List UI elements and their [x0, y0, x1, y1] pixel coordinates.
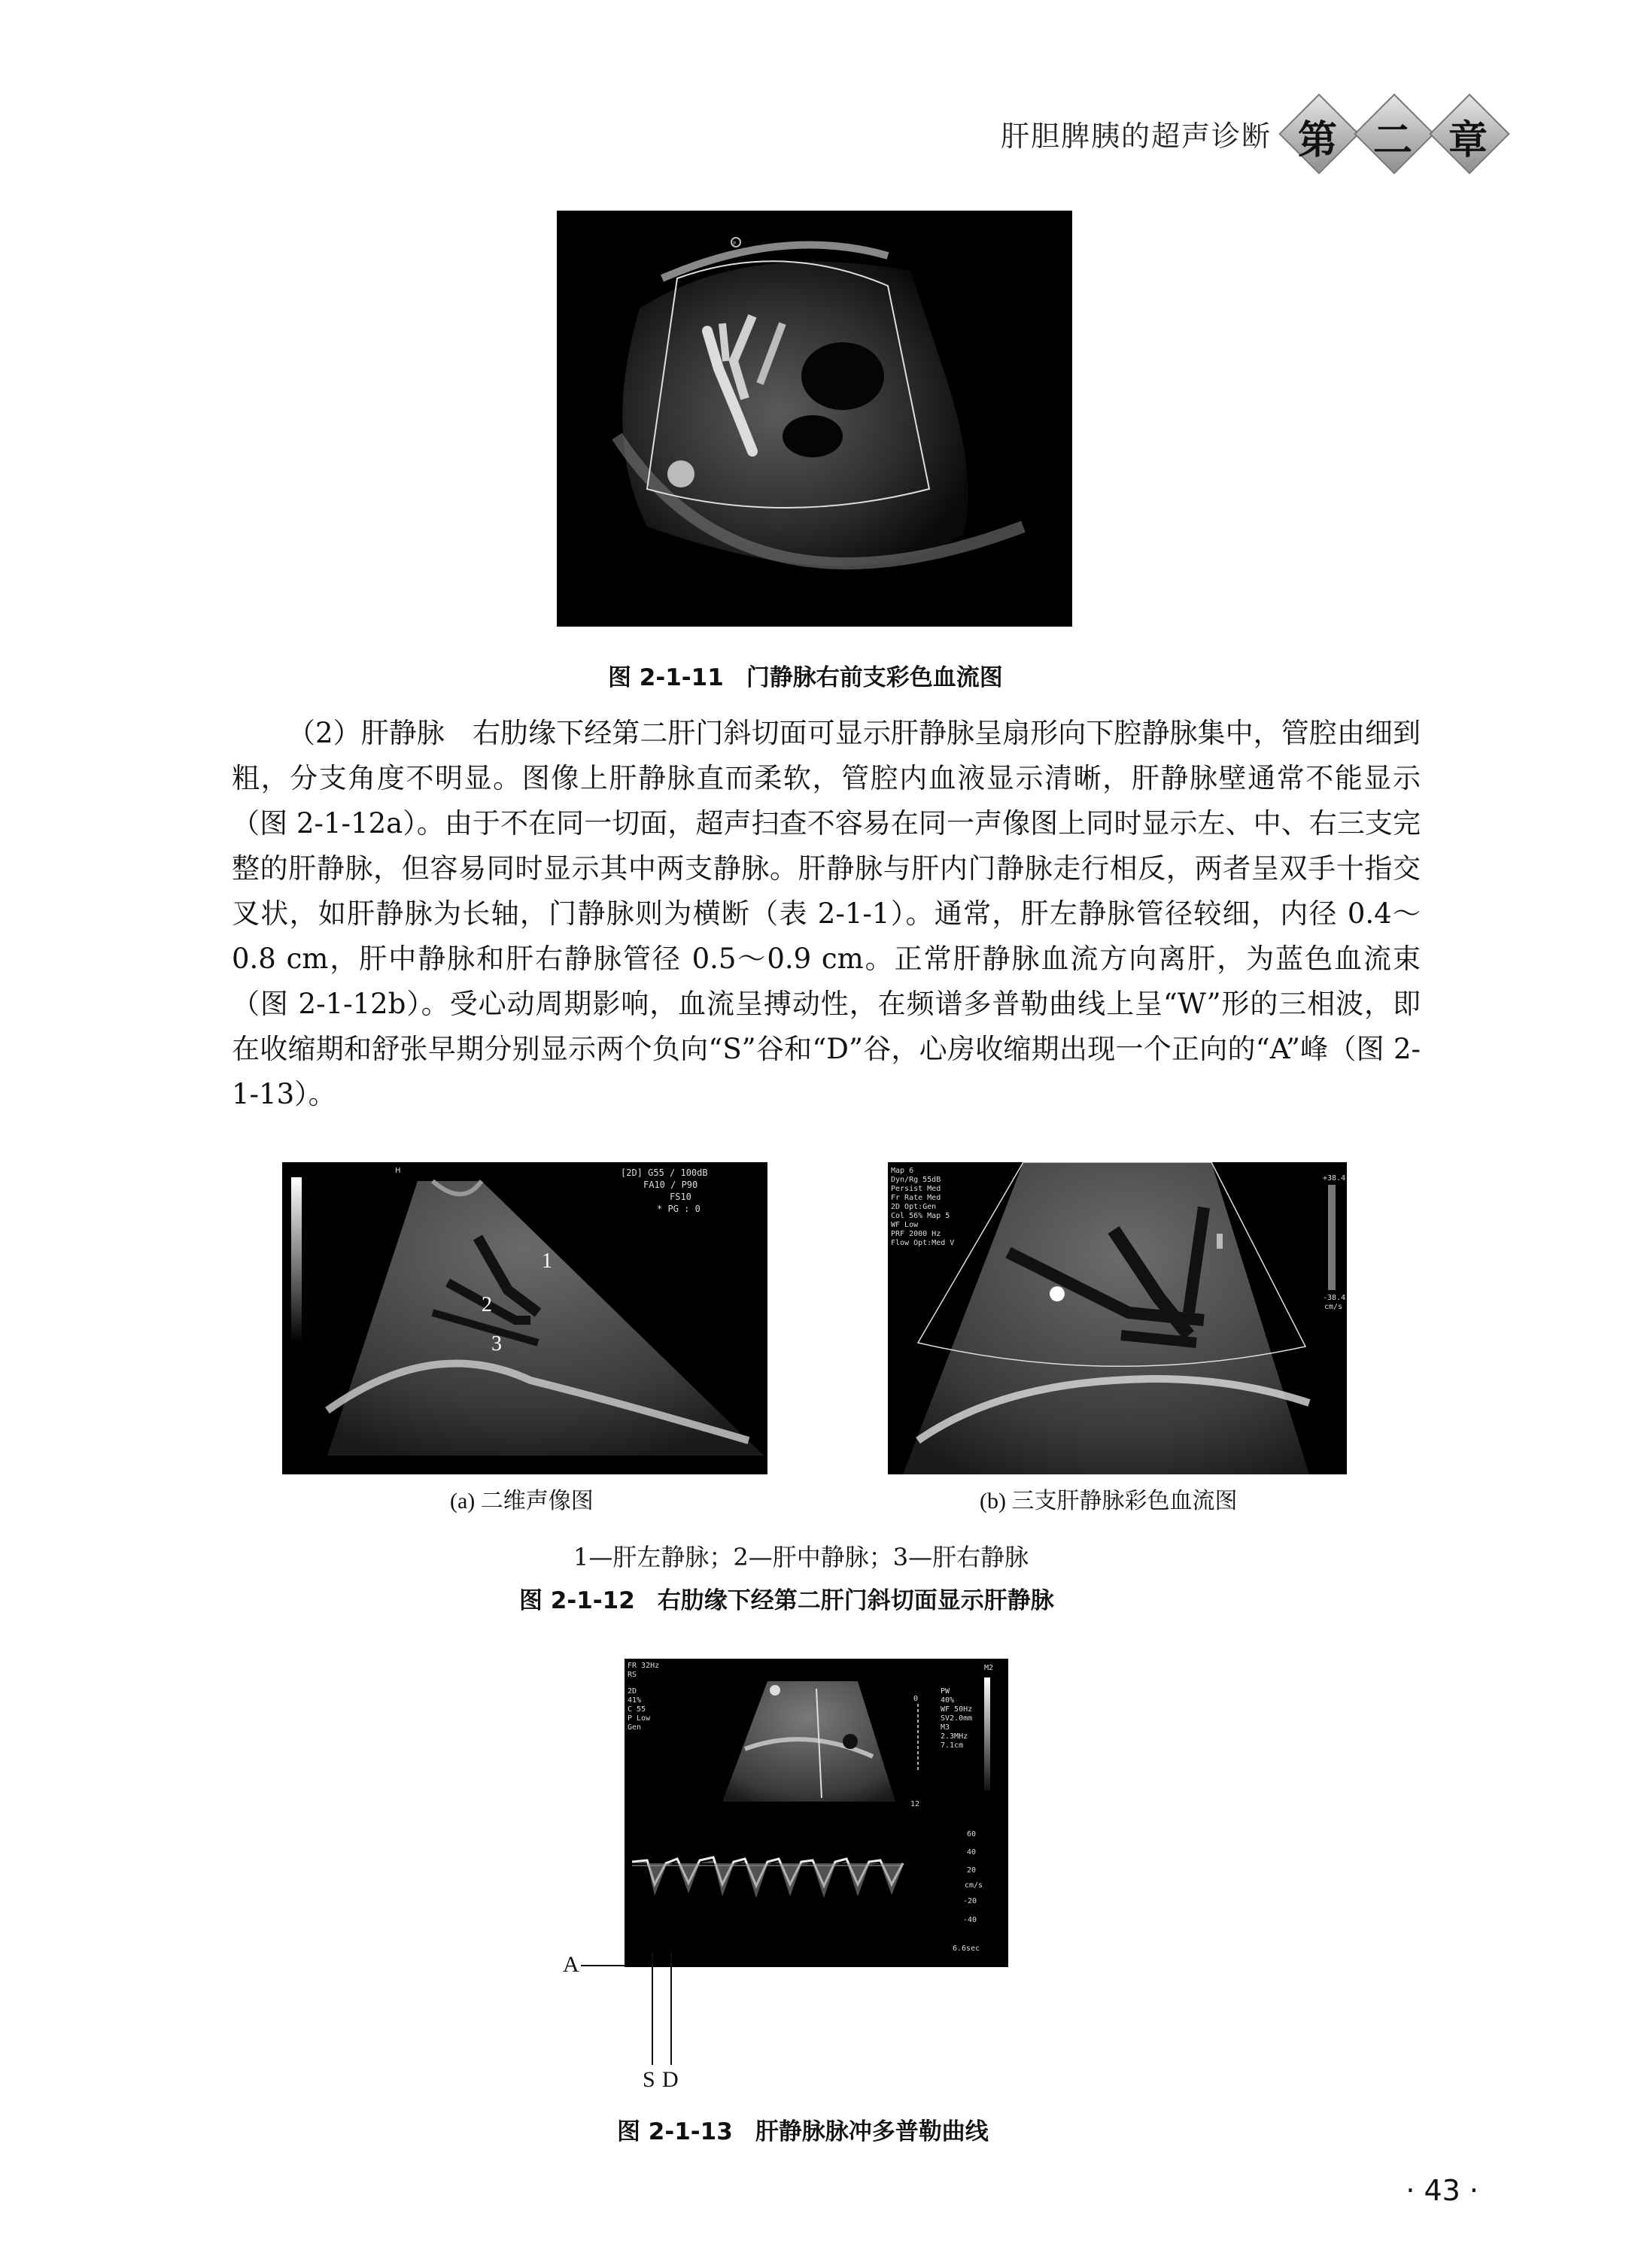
svg-text:C 55: C 55: [628, 1705, 646, 1714]
svg-text:-38.4: -38.4: [1323, 1294, 1346, 1302]
svg-text:2.3MHz: 2.3MHz: [941, 1732, 968, 1741]
svg-text:41%: 41%: [628, 1696, 642, 1705]
svg-text:Gen: Gen: [628, 1723, 642, 1732]
svg-text:Col 56% Map 5: Col 56% Map 5: [891, 1212, 950, 1220]
paragraph-text: （2）肝静脉 右肋缘下经第二肝门斜切面可显示肝静脉呈扇形向下腔静脉集中，管腔由细到粗，分支角度不明显。图像上肝静脉直而柔软，管腔内血液显示清晰，肝静脉壁通常不能显示（图 2-1-12a）。由于不在同一切面，超声扫查不容易在同一声像图上同时显示左、中、右三支完整的肝静脉，但容易同时显示其中两支静脉。肝静脉与肝内门静脉走行相反，两者呈双手十指交叉状，如肝静脉为长轴，门静脉则为横断（表 2-1-1）。通常，肝左静脉管径较细，内径 0.4～0.8 cm，肝中静脉和肝右静脉管径 0.5～0.9 cm。正常肝静脉血流方向离肝，为蓝色血流束（图 2-1-12b）。受心动周期影响，血流呈搏动性，在频谱多普勒曲线上呈“W”形的三相波，即在收缩期和舒张早期分别显示两个负向“S”谷和“D”谷，心房收缩期出现一个正向的“A”峰（图 2-1-13）。: [232, 717, 1421, 1110]
svg-text:-40: -40: [963, 1916, 977, 1924]
svg-text:60: 60: [967, 1830, 977, 1838]
figure-2-1-12a-caption: (a) 二维声像图: [450, 1489, 594, 1514]
leader-line-d: [670, 1952, 672, 2065]
page-number: · 43 ·: [1406, 2174, 1479, 2207]
chapter-badge: [1279, 96, 1505, 172]
svg-text:20: 20: [967, 1866, 977, 1875]
figure-title: 门静脉右前支彩色血流图: [746, 664, 1003, 691]
svg-text:Fr Rate Med: Fr Rate Med: [891, 1194, 941, 1202]
label-a: A: [563, 1952, 579, 1977]
svg-text:Map 6: Map 6: [891, 1167, 914, 1175]
svg-text:12: 12: [910, 1800, 920, 1808]
corner-letter: H: [395, 1167, 401, 1175]
svg-text:40: 40: [967, 1848, 977, 1857]
screen-text: [621, 1167, 708, 1214]
body-paragraph: [232, 711, 1421, 1117]
svg-text:Flow Opt:Med V: Flow Opt:Med V: [891, 1239, 955, 1247]
figure-2-1-12b-caption: (b) 三支肝静脉彩色血流图: [980, 1489, 1238, 1514]
svg-text:Persist Med: Persist Med: [891, 1185, 941, 1193]
figure-title: 右肋缘下经第二肝门斜切面显示肝静脉: [657, 1587, 1054, 1614]
figure-2-1-13-image: [625, 1659, 1008, 1967]
svg-text:P Low: P Low: [628, 1714, 651, 1723]
svg-text:cm/s: cm/s: [965, 1881, 983, 1890]
chapter-char: 章: [1448, 117, 1488, 163]
svg-text:-20: -20: [963, 1897, 977, 1905]
figure-number: 图 2-1-11: [608, 664, 724, 691]
svg-text:2D Opt:Gen: 2D Opt:Gen: [891, 1203, 937, 1211]
figure-number: 图 2-1-12: [519, 1587, 635, 1614]
svg-text:+38.4: +38.4: [1323, 1174, 1346, 1183]
svg-text:FS10: FS10: [670, 1192, 691, 1202]
label-3: 3: [491, 1332, 502, 1356]
chapter-char: 第: [1297, 117, 1337, 163]
svg-text:2D: 2D: [628, 1687, 637, 1696]
label-s: S: [643, 2067, 655, 2092]
svg-text:FR 32Hz: FR 32Hz: [628, 1662, 660, 1670]
figure-2-1-11-caption: [608, 658, 1003, 692]
svg-text:0: 0: [913, 1695, 919, 1703]
figure-2-1-12a-image: [282, 1162, 767, 1474]
label-1: 1: [542, 1249, 552, 1273]
svg-text:[2D] G55 / 100dB: [2D] G55 / 100dB: [621, 1167, 708, 1178]
svg-text:PRF 2000 Hz: PRF 2000 Hz: [891, 1230, 941, 1238]
svg-text:40%: 40%: [941, 1696, 955, 1705]
figure-title: 肝静脉脉冲多普勒曲线: [755, 2118, 989, 2145]
label-2: 2: [482, 1293, 492, 1316]
figure-number: 图 2-1-13: [617, 2118, 733, 2145]
svg-text:PW: PW: [941, 1687, 950, 1696]
svg-text:SV2.0mm: SV2.0mm: [941, 1714, 973, 1723]
svg-text:FA10 / P90: FA10 / P90: [643, 1180, 698, 1190]
figure-2-1-12-legend: 1—肝左静脉；2—肝中静脉；3—肝右静脉: [573, 1543, 1029, 1571]
figure-2-1-11-image: [557, 211, 1072, 627]
svg-text:Dyn/Rg 55dB: Dyn/Rg 55dB: [891, 1176, 941, 1184]
svg-text:WF Low: WF Low: [891, 1221, 919, 1229]
leader-line-a: [581, 1965, 625, 1966]
svg-text:RS: RS: [628, 1671, 637, 1679]
svg-text:* PG : 0: * PG : 0: [657, 1204, 701, 1214]
svg-text:WF 50Hz: WF 50Hz: [941, 1705, 973, 1714]
figure-2-1-13-caption: [617, 2112, 989, 2146]
svg-text:M2: M2: [984, 1664, 994, 1672]
figure-2-1-12b-image: [888, 1162, 1347, 1474]
label-d: D: [662, 2067, 679, 2092]
figure-2-1-12-caption: [519, 1581, 1054, 1615]
chapter-char: 二: [1372, 117, 1412, 163]
svg-text:6.6sec: 6.6sec: [953, 1945, 980, 1953]
svg-text:7.1cm: 7.1cm: [941, 1741, 964, 1750]
corner-mark: P: [733, 241, 737, 247]
svg-text:M3: M3: [941, 1723, 950, 1732]
svg-text:cm/s: cm/s: [1324, 1303, 1343, 1311]
leader-line-s: [652, 1952, 653, 2065]
running-header-title: 肝胆脾胰的超声诊断: [1001, 120, 1272, 153]
